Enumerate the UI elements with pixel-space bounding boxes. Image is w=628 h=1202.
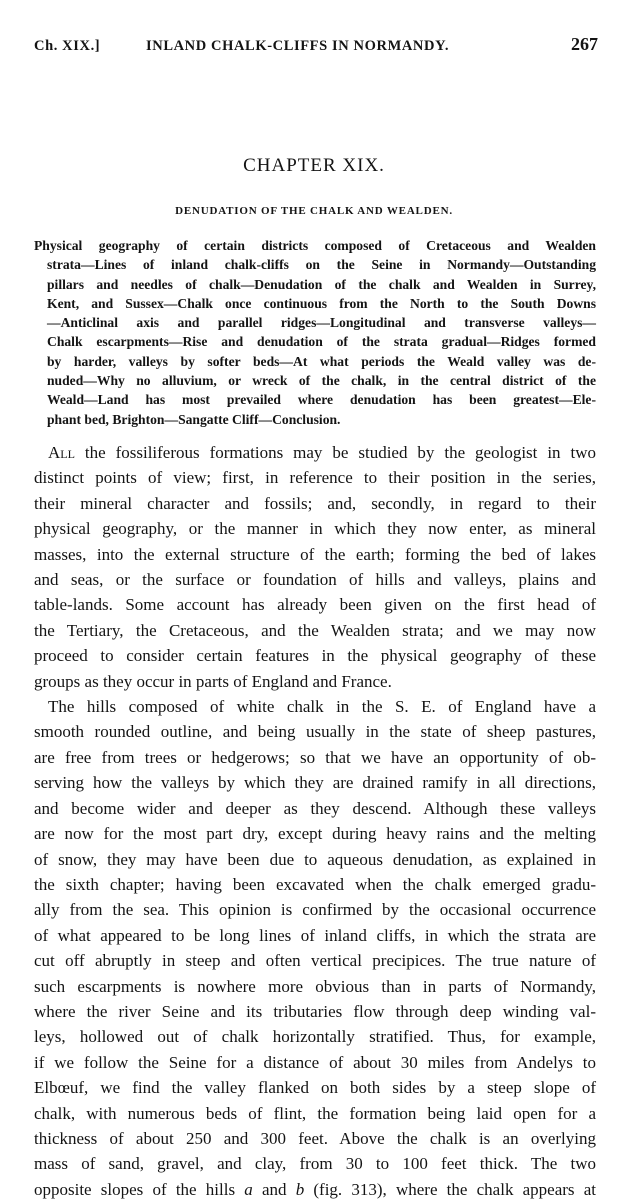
synopsis-line: Kent, and Sussex—Chalk once continuous from the North to the South Downs bbox=[47, 295, 596, 311]
synopsis-line: strata—Lines of inland chalk-cliffs on the Seine in Normandy—Outstanding bbox=[47, 257, 596, 273]
synopsis-line: phant bed, Brighton—Sangatte Cliff—Conclusion. bbox=[47, 411, 341, 427]
paragraph-2-line: are free from trees or hedgerows; so that we have an opportunity of ob- bbox=[34, 747, 596, 767]
paragraph-1-line: and seas, or the surface or foundation of hills and valleys, plains and bbox=[34, 570, 596, 590]
last-line-end: (fig. 313), where the chalk appears at bbox=[304, 1179, 596, 1199]
last-line-start: opposite slopes of the hills bbox=[34, 1179, 245, 1199]
paragraph-2-last-line bbox=[34, 1177, 596, 1202]
synopsis-line: by harder, valleys by softer beds—At what periods the Weald valley was de- bbox=[47, 353, 596, 369]
synopsis-line: —Anticlinal axis and parallel ridges—Longitudinal and transverse valleys— bbox=[47, 315, 596, 331]
running-head bbox=[34, 34, 598, 58]
first-line-rest: the fossiliferous formations may be studied by the geologist in two bbox=[74, 443, 596, 462]
chapter-reference: Ch. XIX.] bbox=[34, 38, 101, 54]
paragraph-2-line: smooth rounded outline, and being usually in the state of sheep pastures, bbox=[34, 722, 596, 742]
paragraph-2-line: cut off abruptly in steep and often vertical precipices. The true nature of bbox=[34, 951, 596, 971]
paragraph-2-line: serving how the valleys by which they are drained ramify in all directions, bbox=[34, 773, 596, 793]
chapter-subtitle: DENUDATION OF THE CHALK AND WEALDEN. bbox=[175, 205, 453, 217]
paragraph-2-line: thickness of about 250 and 300 feet. Above the chalk is an overlying bbox=[34, 1128, 596, 1148]
hill-label-b: b bbox=[295, 1179, 305, 1199]
paragraph-2-line: chalk, with numerous beds of flint, the formation being laid open for a bbox=[34, 1103, 596, 1123]
body-text bbox=[34, 440, 596, 1202]
paragraph-2-line: ally from the sea. This opinion is confirmed by the occasional occurrence bbox=[34, 900, 596, 920]
running-title: INLAND CHALK-CLIFFS IN NORMANDY. bbox=[146, 38, 450, 54]
paragraph-2-line: where the river Seine and its tributaries flow through deep winding val- bbox=[34, 1001, 596, 1021]
paragraph-2-line: if we follow the Seine for a distance of about 30 miles from Andelys to bbox=[34, 1052, 596, 1072]
paragraph-2-line: such escarpments is nowhere more obvious than in parts of Normandy, bbox=[34, 976, 596, 996]
paragraph-2-line: The hills composed of white chalk in the S. E. of England have a bbox=[48, 697, 596, 717]
paragraph-1-line: proceed to consider certain features in the physical geography of these bbox=[34, 646, 596, 666]
paragraph-1-line: masses, into the external structure of the earth; forming the bed of lakes bbox=[34, 544, 596, 564]
chapter-synopsis bbox=[34, 236, 596, 429]
page-number: 267 bbox=[571, 34, 598, 54]
paragraph-2-line: leys, hollowed out of chalk horizontally stratified. Thus, for example, bbox=[34, 1027, 596, 1047]
chapter-title: CHAPTER XIX. bbox=[243, 155, 385, 176]
paragraph-2-line: of what appeared to be long lines of inland cliffs, in which the strata are bbox=[34, 925, 596, 945]
paragraph-1-line: groups as they occur in parts of England and France. bbox=[34, 671, 392, 691]
first-word-smallcaps: All bbox=[48, 443, 75, 462]
paragraph-1-line: physical geography, or the manner in which they now enter, as mineral bbox=[34, 519, 596, 539]
synopsis-line: Chalk escarpments—Rise and denudation of the strata gradual—Ridges formed bbox=[47, 334, 596, 350]
paragraph-1-line: the Tertiary, the Cretaceous, and the Wealden strata; and we may now bbox=[34, 620, 596, 640]
hill-label-a: a bbox=[244, 1179, 253, 1199]
paragraph-2-line: the sixth chapter; having been excavated when the chalk emerged gradu- bbox=[34, 874, 596, 894]
paragraph-1-line: distinct points of view; first, in reference to their position in the series, bbox=[34, 468, 596, 488]
paragraph-2-line: mass of sand, gravel, and clay, from 30 to 100 feet thick. The two bbox=[34, 1154, 596, 1174]
paragraph-1-line: table-lands. Some account has already been given on the first head of bbox=[34, 595, 596, 615]
paragraph-1-first-line bbox=[34, 440, 596, 465]
paragraph-1-line: their mineral character and fossils; and, secondly, in regard to their bbox=[34, 493, 596, 513]
paragraph-2-line: of snow, they may have been due to aqueous denudation, as explained in bbox=[34, 849, 596, 869]
synopsis-line: nuded—Why no alluvium, or wreck of the chalk, in the central district of the bbox=[47, 373, 596, 389]
synopsis-line: pillars and needles of chalk—Denudation of the chalk and Wealden in Surrey, bbox=[47, 276, 596, 292]
paragraph-2-line: Elbœuf, we find the valley flanked on both sides by a steep slope of bbox=[34, 1078, 596, 1098]
synopsis-line: Physical geography of certain districts composed of Cretaceous and Wealden bbox=[34, 238, 596, 253]
synopsis-line: Weald—Land has most prevailed where denudation has been greatest—Ele- bbox=[47, 392, 596, 408]
paragraph-2-line: are now for the most part dry, except during heavy rains and the melting bbox=[34, 824, 596, 844]
paragraph-2-line: and become wider and deeper as they descend. Although these valleys bbox=[34, 798, 596, 818]
last-line-and: and bbox=[252, 1179, 296, 1199]
